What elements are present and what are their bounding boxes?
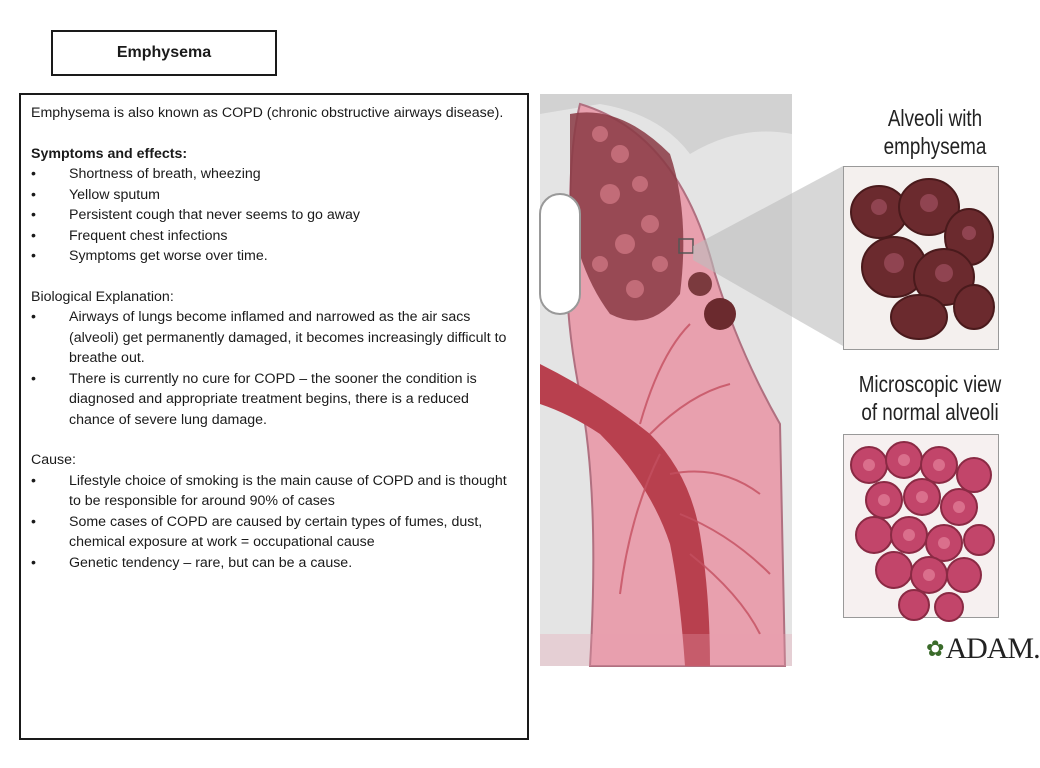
normal-alveoli-inset: [843, 434, 999, 618]
list-item: • Symptoms get worse over time.: [31, 248, 268, 264]
normal-label: Microscopic view of normal alveoli: [858, 371, 1002, 425]
leaf-icon: ✿: [926, 636, 944, 661]
slide-title: Emphysema: [51, 30, 277, 76]
list-item: • Genetic tendency – rare, but can be a cause.: [31, 554, 353, 571]
intro-text: Emphysema is also known as COPD (chronic obstructive airways disease).: [31, 105, 504, 121]
list-item: • Lifestyle choice of smoking is the main cause of COPD and is thought to be responsible for around 90% of cases: [31, 472, 507, 509]
text-panel: [19, 93, 529, 740]
symptoms-heading: Symptoms and effects:: [31, 145, 188, 162]
adam-logo: ✿ ADAM.: [926, 632, 1040, 665]
list-item: • There is currently no cure for COPD – the sooner the condition is diagnosed and appropriate treatment begins, there is a reduced chance of severe lung damage.: [31, 370, 477, 428]
list-item: • Frequent chest infections: [31, 227, 228, 244]
list-item: • Yellow sputum: [31, 186, 160, 203]
lung-illustration: [540, 94, 1040, 668]
list-item: • Persistent cough that never seems to go away: [31, 207, 361, 223]
cause-heading: Cause:: [31, 452, 76, 468]
list-item: • Some cases of COPD are caused by certain types of fumes, dust, chemical exposure at work = occupational cause: [31, 513, 483, 550]
list-item: • Airways of lungs become inflamed and narrowed as the air sacs (alveoli) get permanently damaged, it becomes increasingly difficult to breathe out.: [31, 309, 507, 366]
biology-heading: Biological Explanation:: [31, 288, 174, 305]
emphysema-alveoli-inset: [843, 166, 999, 350]
zoom-callout: [693, 154, 853, 384]
list-item: • Shortness of breath, wheezing: [31, 166, 261, 182]
emphysema-label: Alveoli with emphysema: [883, 105, 987, 159]
